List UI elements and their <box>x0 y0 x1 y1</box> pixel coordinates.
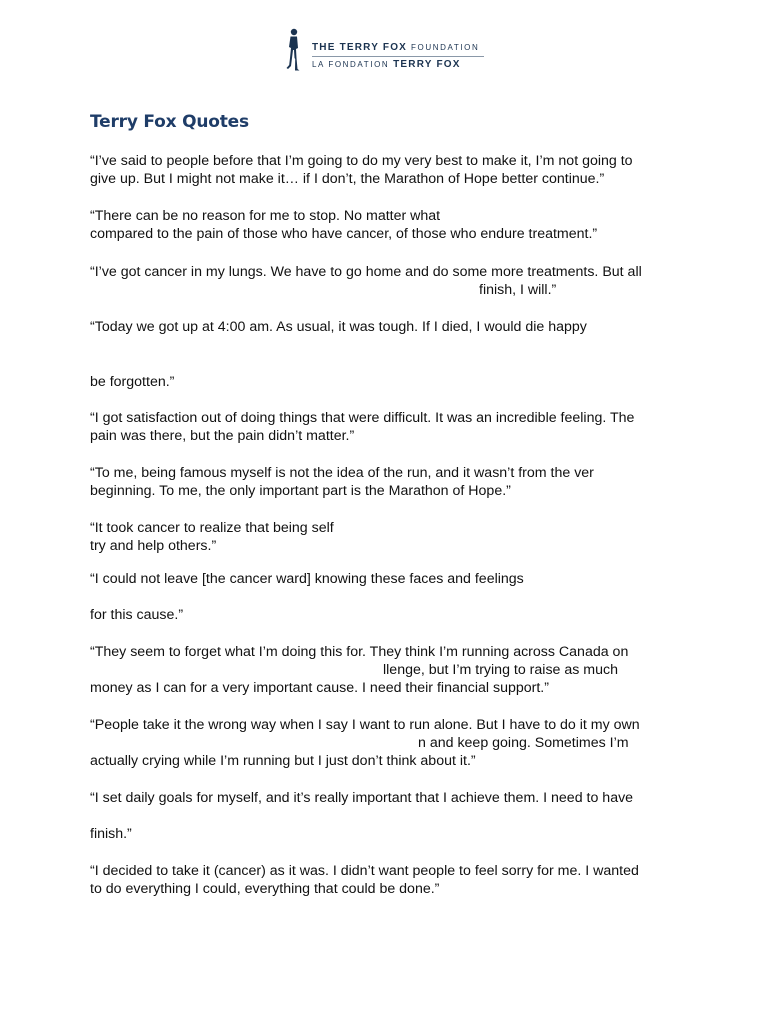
quote-12 <box>90 862 690 898</box>
quote-line: to do everything I could, everything that could be done.” <box>90 881 440 897</box>
quote-line: give up. But I might not make it… if I don’t, the Marathon of Hope better continue.” <box>90 171 605 187</box>
quote-line: be forgotten.” <box>90 374 175 390</box>
quote-7 <box>90 519 690 555</box>
logo-wordmark <box>312 42 484 71</box>
logo-main-en: THE TERRY FOX <box>312 42 408 53</box>
quote-line: finish.” <box>90 826 132 842</box>
quote-line: money as I can for a very important cause. I need their financial support.” <box>90 680 549 696</box>
quote-10 <box>90 716 690 770</box>
quote-line: beginning. To me, the only important part is the Marathon of Hope.” <box>90 483 511 499</box>
logo-small-fr: LA FONDATION <box>312 60 390 69</box>
logo-main-fr: TERRY FOX <box>393 59 461 70</box>
quote-line: n and keep going. Sometimes I’m <box>418 735 629 751</box>
quote-2 <box>90 207 690 243</box>
quote-3 <box>90 263 690 299</box>
page-title: Terry Fox Quotes <box>90 112 249 132</box>
logo-line-french <box>312 59 484 71</box>
quote-line: “I decided to take it (cancer) as it was. I didn’t want people to feel sorry for me. I wanted <box>90 863 639 879</box>
quote-line: “I set daily goals for myself, and it’s really important that I achieve them. I need to have <box>90 790 634 806</box>
quote-line: llenge, but I’m trying to raise as much <box>383 662 618 678</box>
logo-line-english <box>312 42 484 54</box>
quote-line: finish, I will.” <box>479 282 557 298</box>
quote-line: “They seem to forget what I’m doing this for. They think I’m running across Canada on <box>90 644 629 660</box>
quote-line: try and help others.” <box>90 538 217 554</box>
quote-line: “To me, being famous myself is not the idea of the run, and it wasn’t from the ver <box>90 465 594 481</box>
logo-divider <box>312 56 484 57</box>
runner-figure-icon <box>284 28 304 72</box>
quote-line: “I got satisfaction out of doing things that were difficult. It was an incredible feeling. The <box>90 410 635 426</box>
quote-line: “There can be no reason for me to stop. No matter what <box>90 208 441 224</box>
quote-line: for this cause.” <box>90 607 184 623</box>
quote-line: “I’ve said to people before that I’m going to do my very best to make it, I’m not going to <box>90 153 633 169</box>
quote-11 <box>90 789 690 843</box>
quote-line: “People take it the wrong way when I say I want to run alone. But I have to do it my own <box>90 717 640 733</box>
quote-line: “It took cancer to realize that being self <box>90 520 334 536</box>
quote-line: actually crying while I’m running but I just don’t think about it.” <box>90 753 476 769</box>
logo-small-en: FOUNDATION <box>411 43 480 52</box>
quote-line: “I could not leave [the cancer ward] knowing these faces and feelings <box>90 571 524 587</box>
quote-8 <box>90 570 690 624</box>
quote-1 <box>90 152 690 188</box>
quote-6 <box>90 464 690 500</box>
quote-line: “Today we got up at 4:00 am. As usual, it was tough. If I died, I would die happy <box>90 319 587 335</box>
foundation-logo <box>284 28 484 74</box>
quote-line: pain was there, but the pain didn’t matter.” <box>90 428 355 444</box>
quote-9 <box>90 643 690 697</box>
quote-line: “I’ve got cancer in my lungs. We have to go home and do some more treatments. But all <box>90 264 642 280</box>
quote-line: compared to the pain of those who have cancer, of those who endure treatment.” <box>90 226 598 242</box>
quote-4 <box>90 318 690 391</box>
quote-5 <box>90 409 690 445</box>
